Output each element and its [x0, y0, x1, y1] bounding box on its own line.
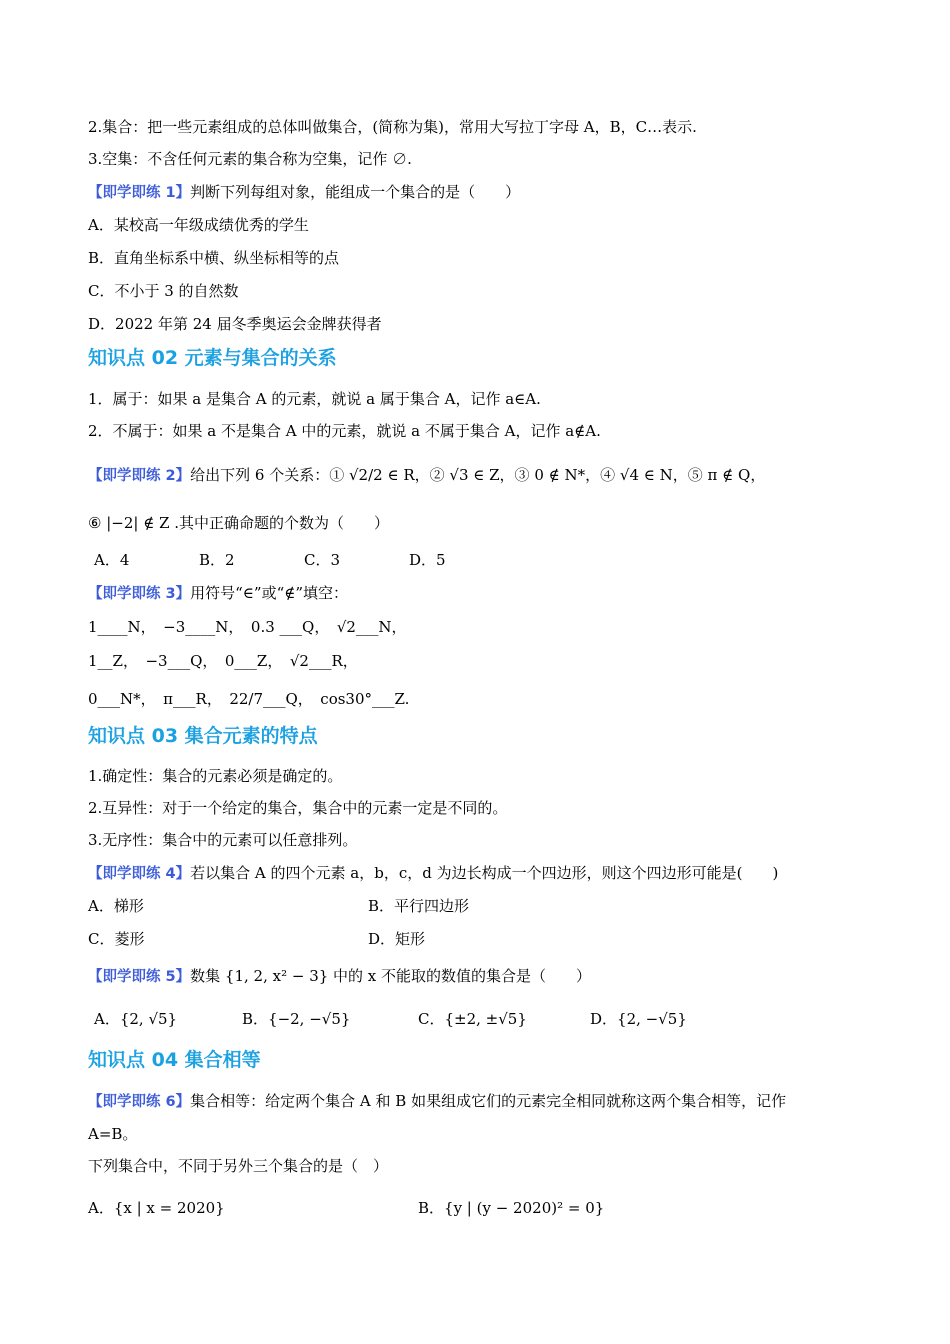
exercise-4-option-a: A．梯形: [88, 897, 144, 915]
exercise-1-option-d: D．2022 年第 24 届冬季奥运会金牌获得者: [88, 315, 382, 333]
not-belong-definition: 2．不属于：如果 a 不是集合 A 中的元素，就说 a 不属于集合 A，记作 a∉A.: [88, 422, 601, 440]
exercise-tag: 【即学即练 6】: [88, 1094, 191, 1110]
exercise-2-options: [94, 549, 514, 571]
exercise-2-question-line2: ⑥ |−2| ∉ Z .其中正确命题的个数为（ ）: [88, 514, 390, 532]
belong-definition: 1．属于：如果 a 是集合 A 的元素，就说 a 属于集合 A，记作 a∈A.: [88, 390, 541, 408]
knowledge-point-02-heading: 知识点 02 元素与集合的关系: [88, 347, 337, 369]
exercise-6-definition-line2: A=B。: [88, 1125, 138, 1143]
set-definition: 2.集合：把一些元素组成的总体叫做集合，(简称为集)，常用大写拉丁字母 A，B，C…表示.: [88, 118, 697, 136]
exercise-2-option-d: D．5: [409, 551, 446, 569]
exercise-3-row-1: 1____N， −3____N， 0.3 ___Q， √2___N，: [88, 618, 407, 636]
exercise-tag: 【即学即练 1】: [88, 185, 191, 201]
exercise-5-option-a: A．{2, √5}: [94, 1010, 178, 1028]
exercise-4-option-d: D．矩形: [368, 930, 426, 948]
exercise-4-question: 【即学即练 4】若以集合 A 的四个元素 a，b，c，d 为边长构成一个四边形，则这个四边形可能是( ): [88, 864, 779, 882]
exercise-tag: 【即学即练 5】: [88, 969, 191, 985]
exercise-5-options: [94, 1008, 687, 1030]
exercise-5-option-d: D．{2, −√5}: [590, 1010, 687, 1028]
exercise-4-options-row-2: [88, 928, 648, 950]
exercise-3-row-2: 1__Z， −3___Q， 0___Z， √2___R，: [88, 652, 358, 670]
exercise-tag: 【即学即练 4】: [88, 866, 191, 882]
knowledge-point-03-heading: 知识点 03 集合元素的特点: [88, 725, 318, 747]
exercise-tag: 【即学即练 2】: [88, 468, 191, 484]
exercise-2-option-a: A．4: [94, 551, 130, 569]
exercise-3-row-3: 0___N*， π___R， 22/7___Q， cos30°___Z.: [88, 690, 410, 708]
exercise-2-question-line1: 【即学即练 2】给出下列 6 个关系：① √2/2 ∈ R，② √3 ∈ Z，③ 0 ∉ N*，④ √4 ∈ N，⑤ π ∉ Q，: [88, 466, 766, 484]
empty-set-definition: 3.空集：不含任何元素的集合称为空集，记作 ∅.: [88, 150, 412, 168]
exercise-3-question: 【即学即练 3】用符号“∈”或“∉”填空：: [88, 584, 349, 602]
exercise-4-options-row-1: [88, 895, 648, 917]
unordered-property: 3.无序性：集合中的元素可以任意排列。: [88, 831, 358, 849]
exercise-2-option-b: B．2: [199, 551, 235, 569]
certainty-property: 1.确定性：集合的元素必须是确定的。: [88, 767, 343, 785]
exercise-4-option-c: C．菱形: [88, 930, 145, 948]
exercise-6-definition-line1: 【即学即练 6】集合相等：给定两个集合 A 和 B 如果组成它们的元素完全相同就称这两个集合相等，记作: [88, 1092, 787, 1110]
exercise-6-options: [88, 1197, 698, 1219]
exercise-5-question: 【即学即练 5】数集 {1, 2, x² − 3} 中的 x 不能取的数值的集合是（ ）: [88, 967, 592, 985]
exercise-2-option-c: C．3: [304, 551, 341, 569]
knowledge-point-04-heading: 知识点 04 集合相等: [88, 1049, 261, 1071]
exercise-6-option-a: A．{x | x = 2020}: [88, 1199, 225, 1217]
exercise-1-option-b: B．直角坐标系中横、纵坐标相等的点: [88, 249, 340, 267]
exercise-4-option-b: B．平行四边形: [368, 897, 470, 915]
exercise-5-option-c: C．{±2, ±√5}: [418, 1010, 527, 1028]
exercise-6-option-b: B．{y | (y − 2020)² = 0}: [418, 1199, 605, 1217]
distinctness-property: 2.互异性：对于一个给定的集合，集合中的元素一定是不同的。: [88, 799, 508, 817]
exercise-1-option-a: A．某校高一年级成绩优秀的学生: [88, 216, 309, 234]
exercise-tag: 【即学即练 3】: [88, 586, 191, 602]
exercise-5-option-b: B．{−2, −√5}: [242, 1010, 351, 1028]
exercise-1-option-c: C．不小于 3 的自然数: [88, 282, 239, 300]
exercise-1-question: 【即学即练 1】判断下列每组对象，能组成一个集合的是（ ）: [88, 183, 521, 201]
exercise-6-question: 下列集合中，不同于另外三个集合的是（ ）: [88, 1157, 389, 1175]
